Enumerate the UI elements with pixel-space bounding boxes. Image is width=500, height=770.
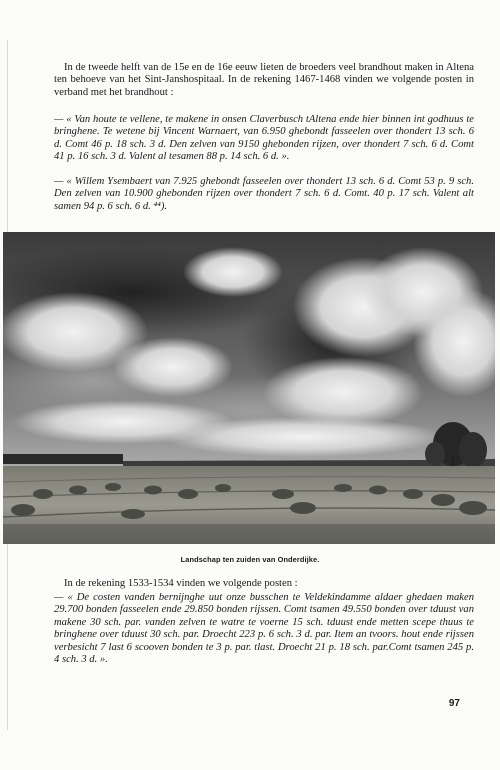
intro-paragraph xyxy=(54,62,474,99)
intro-paragraph-text: In de tweede helft van de 15e en de 16e eeuw lieten de broeders veel brandhout maken in Altena ten behoeve van het Sint-Janshospitaal. In de rekening 1467-1468 vinden we volgende posten in verband met het brandhout : xyxy=(54,62,474,98)
landscape-photo-image xyxy=(3,232,495,544)
page-number: 97 xyxy=(448,698,460,709)
quote-willem-ysembaert: — « Willem Ysembaert van 7.925 ghebondt fasseelen over thondert 13 sch. 6 d. Comt 53 p. 9 sch. Den zelven van 10.900 ghebonden rijzen over thondert 7 sch. 6 d. Comt. 40 p. 17 sch. Valent alt samen 94 p. 6 sch. 6 d. ⁴⁴). xyxy=(54,176,474,212)
second-paragraph-text: In de rekening 1533-1534 vinden we volgende posten : xyxy=(64,578,298,589)
quote-vincent-warnaert: — « Van houte te vellene, te makene in onsen Claverbusch tAltena ende hier binnen int godhuus te bringhene. Te wetene bij Vincent Warnaert, van 6.950 ghebondt fasseelen over thondert 13 sch. 6 d. Comt 46 p. 18 sch. 3 d. Den zelven van 9150 ghebonden rijzen, over thondert 7 sch. 6 d. Comt 41 p. 16 sch. 3 d. Valent al tesamen 88 p. 14 sch. 6 d. ». xyxy=(54,114,474,163)
photo-caption: Landschap ten zuiden van Onderdijke. xyxy=(180,555,320,564)
landscape-photo xyxy=(3,232,495,544)
quote-veldekindamme: — « De costen vanden bernijnghe uut onze busschen te Veldekindamme aldaer ghedaen maken 29.700 bonden fasseelen ende 29.850 bonden rijssen. Comt tsamen 49.550 bonden over tduust van makene 30 sch. par. vanden zelven te watre te voerne 15 sch. tduust ende metten scepe thuus te bringhene over tduust 30 sch. par. Droecht 223 p. 6 sch. 3 d. par. Item an tvoors. hout ende rijssen verbesicht 7 last 6 scooven bonden te 3 p. par. tlast. Droecht 21 p. 18 sch. par.Comt tsamen 245 p. 4 sch. 3 d. ». xyxy=(54,592,474,666)
second-paragraph xyxy=(54,578,474,590)
